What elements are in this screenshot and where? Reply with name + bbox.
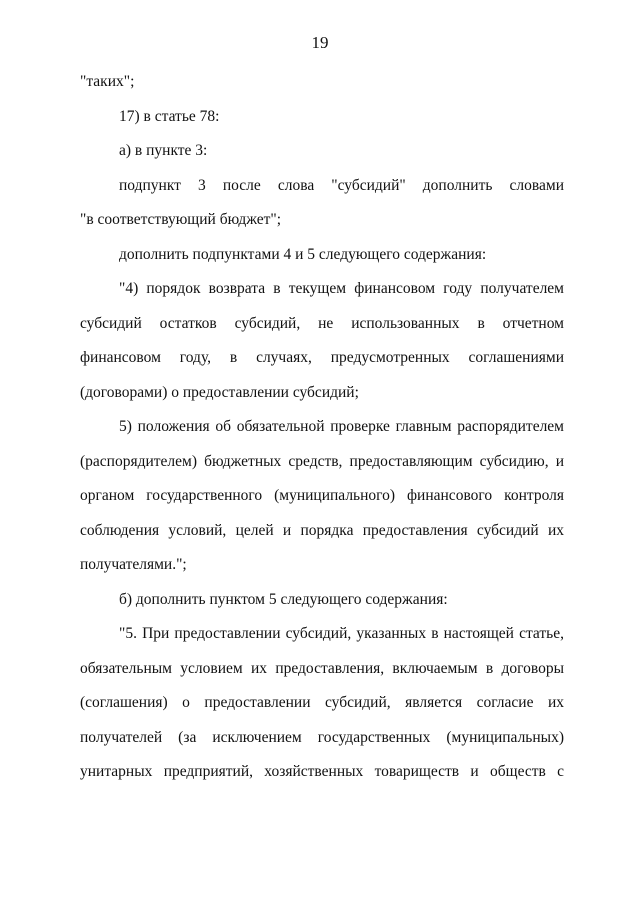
text-line: органом государственного (муниципального) финансового контроля — [80, 487, 564, 504]
text-line: (соглашения) о предоставлении субсидий, является согласие их — [80, 694, 564, 711]
text-line: 5) положения об обязательной проверке главным распорядителем — [119, 418, 564, 435]
text-line: получателей (за исключением государственных (муниципальных) — [80, 729, 564, 746]
text-line: получателями."; — [80, 556, 187, 573]
text-line: обязательным условием их предоставления, включаемым в договоры — [80, 660, 564, 677]
text-line: "5. При предоставлении субсидий, указанных в настоящей статье, — [119, 625, 564, 642]
page-number: 19 — [311, 33, 329, 52]
text-line: финансовом году, в случаях, предусмотренных соглашениями — [80, 349, 564, 366]
text-line: б) дополнить пунктом 5 следующего содержания: — [119, 591, 448, 608]
text-line: дополнить подпунктами 4 и 5 следующего содержания: — [119, 246, 487, 263]
text-line: (договорами) о предоставлении субсидий; — [80, 384, 359, 401]
text-line: (распорядителем) бюджетных средств, предоставляющим субсидию, и — [80, 453, 564, 470]
text-line: субсидий остатков субсидий, не использованных в отчетном — [80, 315, 564, 332]
text-line: "таких"; — [80, 73, 135, 90]
text-line: соблюдения условий, целей и порядка предоставления субсидий их — [80, 522, 564, 539]
text-line: унитарных предприятий, хозяйственных товариществ и обществ с — [80, 763, 564, 780]
text-line: а) в пункте 3: — [119, 142, 208, 159]
text-line: "4) порядок возврата в текущем финансовом году получателем — [119, 280, 564, 297]
text-line: 17) в статье 78: — [119, 108, 220, 125]
text-line: "в соответствующий бюджет"; — [80, 211, 282, 228]
text-line: подпункт 3 после слова "субсидий" дополнить словами — [119, 177, 564, 194]
